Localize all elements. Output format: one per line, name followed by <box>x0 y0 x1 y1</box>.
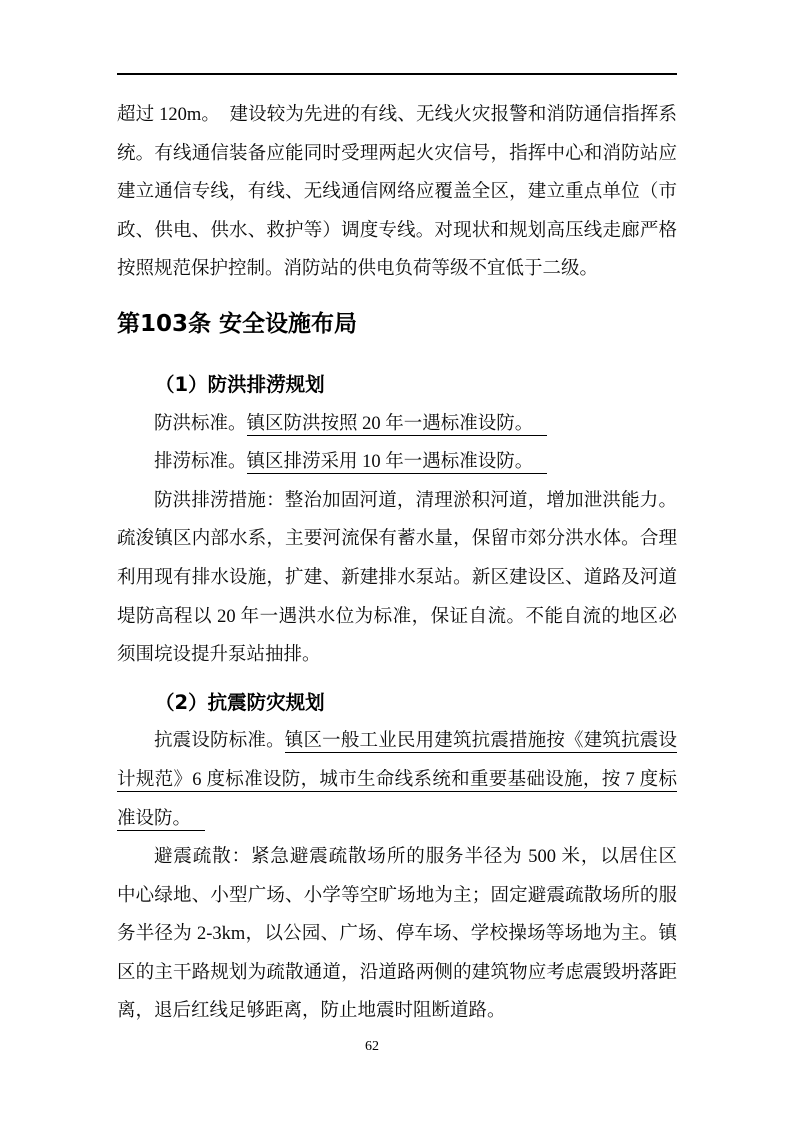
text-line <box>117 96 677 135</box>
article-heading: 第103条 安全设施布局 <box>117 310 358 337</box>
page-number: 62 <box>365 1039 379 1054</box>
text-line <box>117 954 677 993</box>
text-line <box>117 559 677 598</box>
text-line <box>117 636 677 675</box>
text-line <box>117 915 677 954</box>
text-segment: 建立通信专线，有线、无线通信网络应覆盖全区，建立重点单位（市 <box>117 182 677 203</box>
text-segment: 疏浚镇区内部水系，主要河流保有蓄水量，保留市郊分洪水体。合理 <box>117 529 677 550</box>
underlined-text: 镇区防洪按照 20 年一遇标准设防。 <box>247 414 548 436</box>
text-line <box>117 722 677 761</box>
document-content <box>117 96 677 1031</box>
sub-heading: （2）抗震防灾规划 <box>155 690 325 714</box>
underlined-text: 准设防。 <box>117 809 205 831</box>
text-segment: 须围垸设提升泵站抽排。 <box>117 645 321 666</box>
text-segment: 避震疏散：紧急避震疏散场所的服务半径为 500 米，以居住区 <box>154 847 677 868</box>
text-line <box>117 520 677 559</box>
header-rule <box>117 73 677 75</box>
text-segment: 统。有线通信装备应能同时受理两起火灾信号，指挥中心和消防站应 <box>117 143 677 164</box>
text-line <box>117 135 677 174</box>
text-segment: 超过 120m。 建设较为先进的有线、无线火灾报警和消防通信指挥系 <box>117 105 677 125</box>
text-segment: 利用现有排水设施，扩建、新建排水泵站。新区建设区、道路及河道 <box>117 567 677 588</box>
text-line <box>117 443 677 482</box>
text-segment: 区的主干路规划为疏散通道，沿道路两侧的建筑物应考虑震毁坍落距 <box>117 962 677 983</box>
text-line <box>117 173 677 212</box>
underlined-text: 计规范》6 度标准设防，城市生命线系统和重要基础设施，按 7 度标 <box>117 769 677 790</box>
text-segment: 堤防高程以 20 年一遇洪水位为标准，保证自流。不能自流的地区必 <box>117 606 677 627</box>
text-line <box>117 877 677 916</box>
text-segment: 按照规范保护控制。消防站的供电负荷等级不宜低于二级。 <box>117 259 599 280</box>
text-segment: 中心绿地、小型广场、小学等空旷场地为主；固定避震疏散场所的服 <box>117 885 677 906</box>
text-line <box>117 761 677 800</box>
text-line <box>117 212 677 251</box>
text-line <box>117 800 677 839</box>
text-line <box>117 992 677 1031</box>
text-line <box>117 598 677 637</box>
text-line <box>117 482 677 521</box>
text-line <box>117 838 677 877</box>
text-segment: 抗震设防标准。 <box>154 731 285 752</box>
text-segment: 务半径为 2-3km，以公园、广场、停车场、学校操场等场地为主。镇 <box>117 924 677 945</box>
sub-heading: （1）防洪排涝规划 <box>155 372 325 396</box>
underlined-text: 镇区排涝采用 10 年一遇标准设防。 <box>247 452 548 474</box>
text-line <box>117 250 677 289</box>
text-segment: 防洪标准。 <box>154 413 247 434</box>
text-segment: 离，退后红线足够距离，防止地震时阻断道路。 <box>117 1001 506 1022</box>
text-segment: 防洪排涝措施：整治加固河道，清理淤积河道，增加泄洪能力。 <box>154 490 677 511</box>
text-segment: 排涝标准。 <box>154 452 247 473</box>
text-segment: 政、供电、供水、救护等）调度专线。对现状和规划高压线走廊严格 <box>117 220 677 241</box>
underlined-text: 镇区一般工业民用建筑抗震措施按《建筑抗震设 <box>284 731 677 752</box>
text-line <box>117 405 677 444</box>
